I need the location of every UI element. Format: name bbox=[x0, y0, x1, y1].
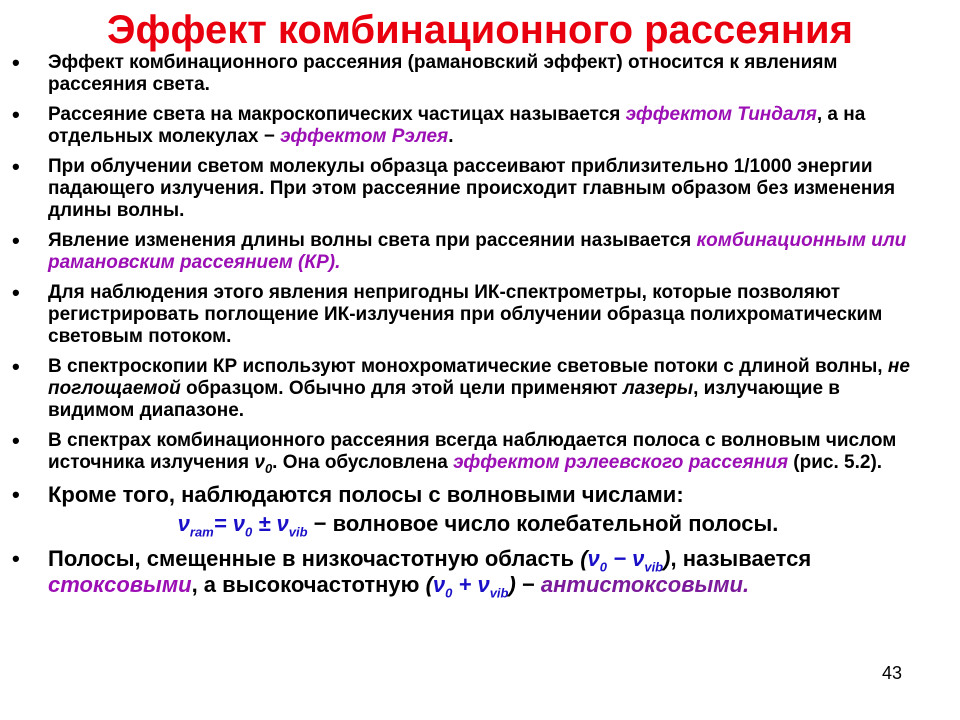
bullet-text: При облучении светом молекулы образца рассеивают приблизительно 1/1000 энергии падающего излучения. При этом рассеяние происходит главным образом без изменения длины волны. bbox=[48, 156, 896, 221]
emphasis-not-absorbed: не поглощаемой bbox=[48, 356, 910, 399]
bullet-text: − bbox=[515, 572, 541, 597]
bullet-text: Для наблюдения этого явления непригодны ИК-спектрометры, которые позволяют регистрировать поглощение ИК-излучения при облучении образца полихроматическим световым потоком. bbox=[48, 282, 883, 347]
bullet-text: . bbox=[743, 572, 750, 597]
symbol-minus: − bbox=[607, 546, 633, 571]
term-stokes: стоксовыми bbox=[48, 572, 192, 597]
term-anti-stokes: антистоксовыми bbox=[540, 572, 743, 597]
symbol-nu: ν bbox=[254, 452, 265, 473]
bullet-glyph: • bbox=[12, 546, 20, 571]
symbol-equals: = bbox=[213, 511, 233, 536]
symbol-paren: ( bbox=[425, 572, 433, 597]
bullet-text: Рассеяние света на макроскопических частицах называется bbox=[48, 104, 626, 125]
formula-line bbox=[8, 510, 928, 538]
bullet-item bbox=[8, 230, 928, 274]
bullet-glyph: • bbox=[12, 482, 20, 507]
term-tyndall-effect: эффектом Тиндаля bbox=[625, 104, 817, 125]
bullet-text: . bbox=[335, 252, 341, 273]
subscript-vib: vib bbox=[489, 585, 509, 601]
bullet-text: , а высокочастотную bbox=[191, 572, 426, 597]
bullet-item bbox=[8, 546, 928, 601]
bullet-item bbox=[8, 356, 928, 422]
subscript-zero: 0 bbox=[264, 460, 273, 476]
bullet-text: Явление изменения длины волны света при рассеянии называется bbox=[48, 230, 697, 251]
subscript-zero: 0 bbox=[599, 559, 608, 575]
symbol-nu: ν bbox=[232, 511, 245, 536]
bullet-text: , называется bbox=[670, 546, 812, 571]
term-raman-scattering: комбинационным или рамановским рассеянием (КР) bbox=[48, 230, 907, 273]
bullet-item bbox=[8, 104, 928, 148]
bullet-glyph: • bbox=[12, 50, 20, 75]
symbol-nu: ν bbox=[587, 546, 600, 571]
symbol-nu: ν bbox=[177, 511, 190, 536]
symbol-nu: ν bbox=[276, 511, 289, 536]
bullet-text: , а на отдельных молекулах − bbox=[48, 104, 866, 147]
symbol-paren: ( bbox=[580, 546, 588, 571]
page-number: 43 bbox=[881, 663, 902, 683]
symbol-nu: ν bbox=[432, 572, 446, 597]
bullet-item bbox=[8, 430, 928, 474]
bullet-item bbox=[8, 482, 928, 508]
subscript-ram: ram bbox=[189, 524, 214, 540]
bullet-glyph: • bbox=[12, 354, 20, 379]
slide-title: Эффект комбинационного рассеяния bbox=[107, 8, 853, 52]
symbol-nu: ν bbox=[477, 572, 490, 597]
bullet-list bbox=[8, 52, 928, 604]
symbol-plus: + bbox=[452, 572, 478, 597]
bullet-text: (рис. 5.2). bbox=[788, 452, 883, 473]
bullet-item bbox=[8, 282, 928, 348]
bullet-item bbox=[8, 156, 928, 222]
bullet-glyph: • bbox=[12, 280, 20, 305]
bullet-text: Эффект комбинационного рассеяния (рамановский эффект) относится к явлениям рассеяния света. bbox=[48, 52, 838, 95]
bullet-text: В спектрах комбинационного рассеяния всегда наблюдается полоса с волновым числом источника излучения bbox=[48, 430, 897, 473]
bullet-text: образцом. Обычно для этой цели применяют bbox=[180, 378, 623, 399]
subscript-zero: 0 bbox=[244, 524, 253, 540]
bullet-glyph: • bbox=[12, 154, 20, 179]
emphasis-lasers: лазеры bbox=[622, 378, 694, 399]
formula-description: − волновое число колебательной полосы. bbox=[307, 511, 779, 536]
bullet-text: Полосы, смещенные в низкочастотную область bbox=[48, 546, 581, 571]
symbol-plus-minus: ± bbox=[252, 511, 277, 536]
bullet-item bbox=[8, 52, 928, 96]
bullet-glyph: • bbox=[12, 102, 20, 127]
subscript-zero: 0 bbox=[445, 585, 453, 601]
bullet-glyph: • bbox=[12, 428, 20, 453]
subscript-vib: vib bbox=[644, 559, 664, 575]
bullet-text: В спектроскопии КР используют монохроматические световые потоки с длиной волны, bbox=[48, 356, 888, 377]
bullet-text: . bbox=[448, 126, 454, 147]
bullet-text: . Она обусловлена bbox=[272, 452, 454, 473]
symbol-nu: ν bbox=[632, 546, 645, 571]
bullet-text: , излучающие в видимом диапазоне. bbox=[48, 378, 840, 421]
subscript-vib: vib bbox=[288, 524, 308, 540]
symbol-paren: ) bbox=[508, 572, 516, 597]
term-rayleigh-effect: эффектом Рэлея bbox=[280, 126, 449, 147]
term-rayleigh-scattering: эффектом рэлеевского рассеяния bbox=[453, 452, 789, 473]
bullet-text: Кроме того, наблюдаются полосы с волновыми числами: bbox=[48, 482, 684, 507]
bullet-glyph: • bbox=[12, 228, 20, 253]
symbol-paren: ) bbox=[663, 546, 671, 571]
